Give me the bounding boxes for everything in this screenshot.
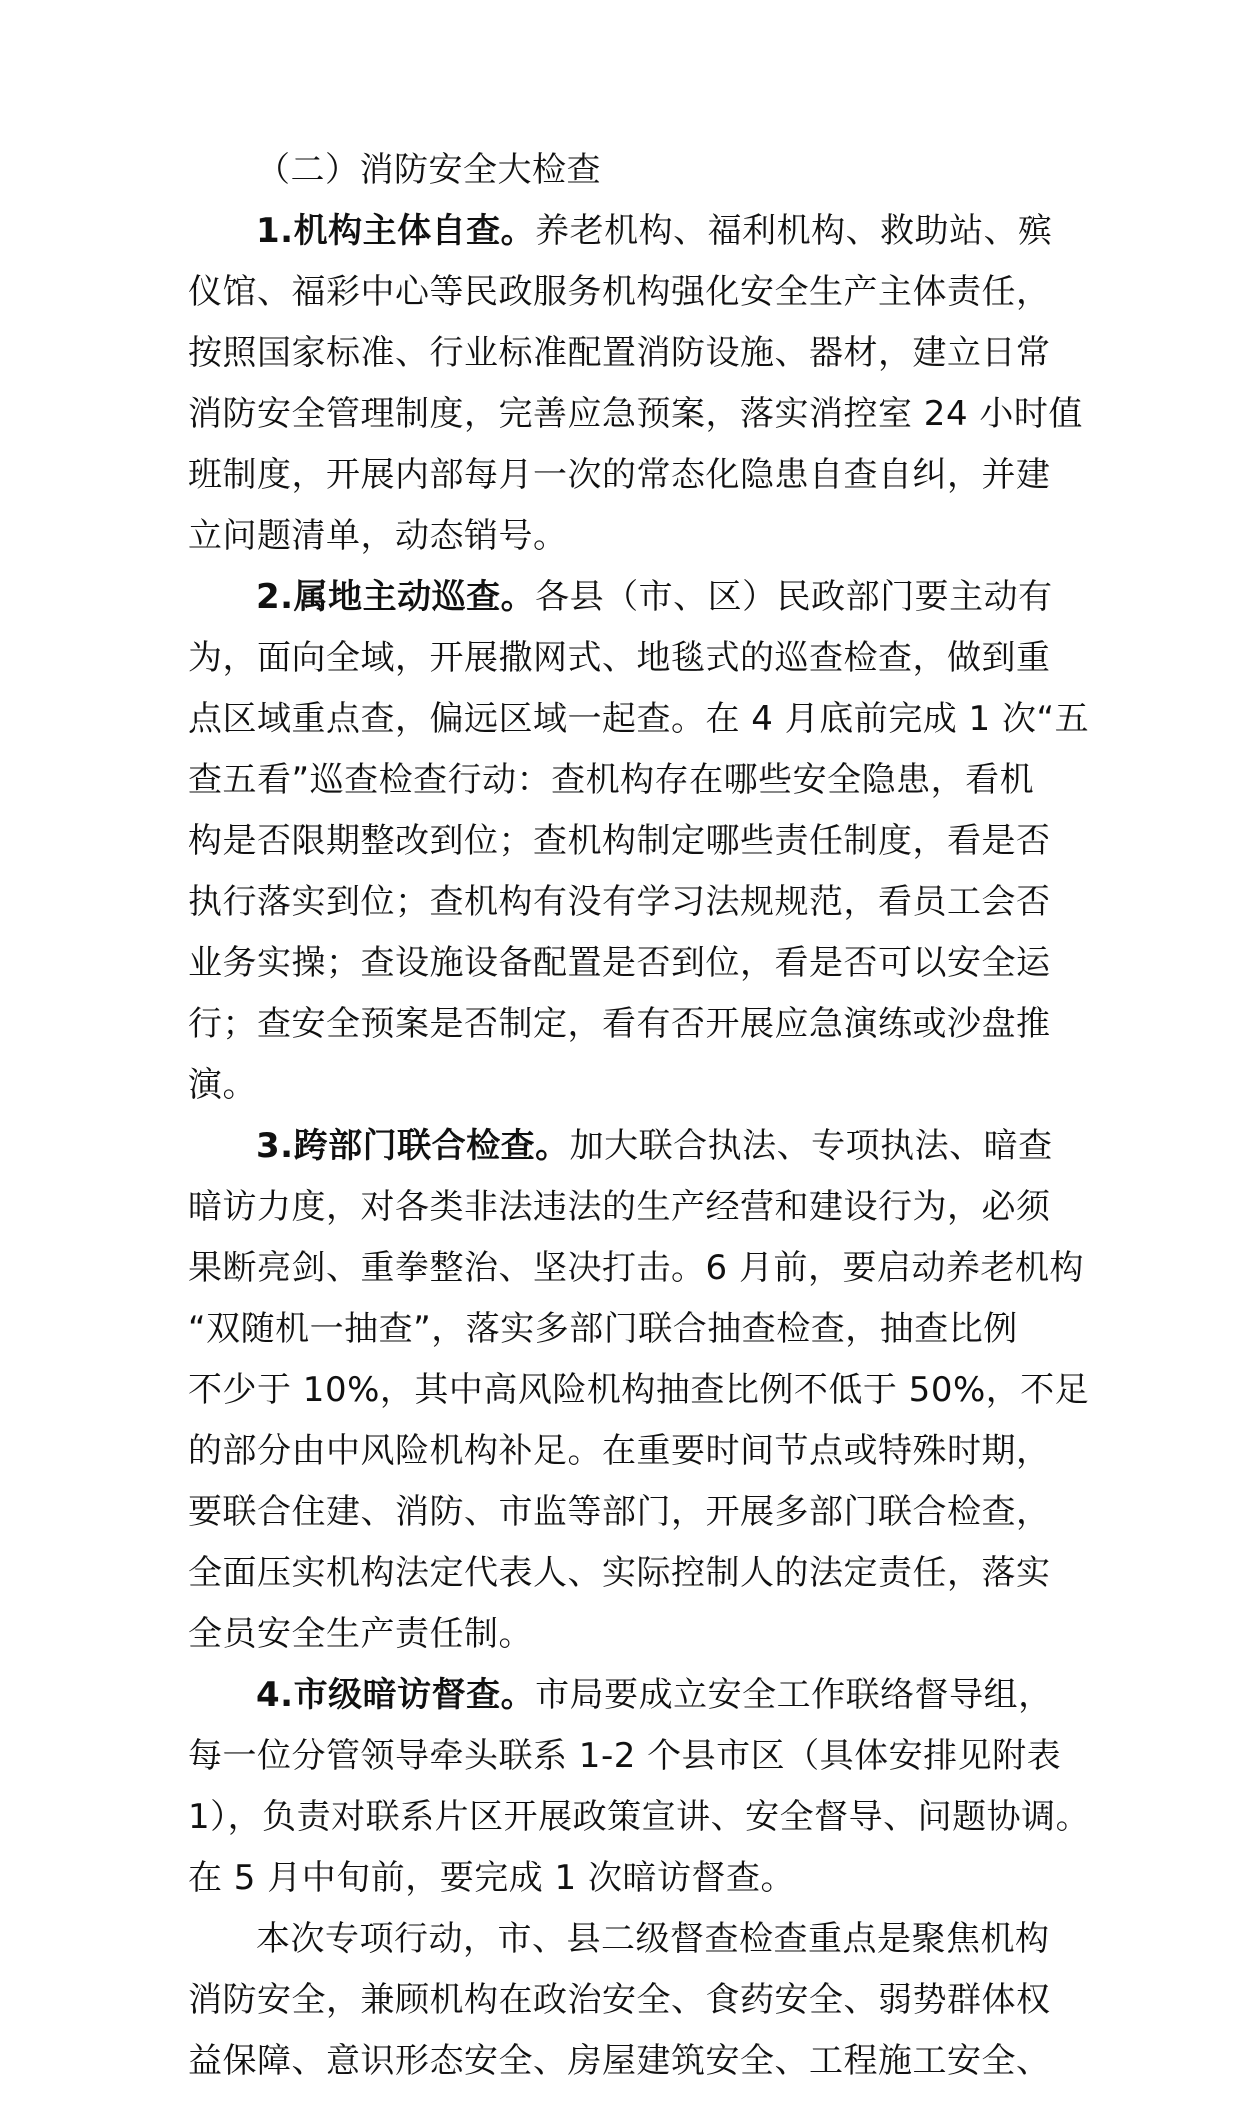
item-1-line: 消防安全管理制度，完善应急预案，落实消控室 24 小时值 bbox=[188, 394, 1083, 434]
item-4-line: 在 5 月中旬前，要完成 1 次暗访督查。 bbox=[188, 1858, 795, 1898]
item-3 bbox=[188, 1126, 1090, 1655]
item-3-line: 全员安全生产责任制。 bbox=[188, 1614, 533, 1654]
item-4-text: 市局要成立安全工作联络督导组， bbox=[535, 1675, 1053, 1715]
document-body bbox=[188, 150, 1091, 2102]
item-1-text: 养老机构、福利机构、救助站、殡 bbox=[535, 211, 1053, 251]
item-4-heading: 4.市级暗访督查。 bbox=[256, 1675, 536, 1715]
closing-paragraph bbox=[188, 1919, 1068, 2082]
item-3-line: 暗访力度，对各类非法违法的生产经营和建设行为，必须 bbox=[188, 1187, 1051, 1227]
item-3-heading: 3.跨部门联合检查。 bbox=[256, 1126, 570, 1166]
closing-line: 消防安全，兼顾机构在政治安全、食药安全、弱势群体权 bbox=[188, 1980, 1051, 2020]
item-2-line: 点区域重点查，偏远区域一起查。在 4 月底前完成 1 次“五 bbox=[188, 699, 1090, 739]
item-3-line: 要联合住建、消防、市监等部门，开展多部门联合检查， bbox=[188, 1492, 1051, 1532]
item-2-line: 查五看”巡查检查行动：查机构存在哪些安全隐患，看机 bbox=[188, 760, 1035, 800]
item-1-heading: 1.机构主体自查。 bbox=[256, 211, 536, 251]
item-2-line: 为，面向全域，开展撒网式、地毯式的巡查检查，做到重 bbox=[188, 638, 1051, 678]
item-3-first-line bbox=[188, 1126, 1068, 1167]
item-2-line: 演。 bbox=[188, 1065, 257, 1105]
item-2 bbox=[188, 577, 1090, 1106]
item-2-line: 构是否限期整改到位；查机构制定哪些责任制度，看是否 bbox=[188, 821, 1051, 861]
item-3-line: 的部分由中风险机构补足。在重要时间节点或特殊时期， bbox=[188, 1431, 1051, 1471]
item-4-line: 1），负责对联系片区开展政策宣讲、安全督导、问题协调。 bbox=[188, 1797, 1091, 1837]
item-2-line: 执行落实到位；查机构有没有学习法规规范，看员工会否 bbox=[188, 882, 1051, 922]
item-1-line: 仪馆、福彩中心等民政服务机构强化安全生产主体责任， bbox=[188, 272, 1051, 312]
closing-line: 益保障、意识形态安全、房屋建筑安全、工程施工安全、 bbox=[188, 2041, 1051, 2081]
item-3-text: 加大联合执法、专项执法、暗查 bbox=[569, 1126, 1053, 1166]
item-4 bbox=[188, 1675, 1091, 1899]
item-1-first-line bbox=[188, 211, 1068, 252]
item-1-line: 立问题清单，动态销号。 bbox=[188, 516, 568, 556]
item-3-line: 全面压实机构法定代表人、实际控制人的法定责任，落实 bbox=[188, 1553, 1051, 1593]
item-3-line: “双随机一抽查”，落实多部门联合抽查检查，抽查比例 bbox=[188, 1309, 1018, 1349]
item-2-first-line bbox=[188, 577, 1068, 618]
item-1-line: 按照国家标准、行业标准配置消防设施、器材，建立日常 bbox=[188, 333, 1051, 373]
item-2-text: 各县（市、区）民政部门要主动有 bbox=[535, 577, 1053, 617]
item-2-line: 业务实操；查设施设备配置是否到位，看是否可以安全运 bbox=[188, 943, 1051, 983]
item-1-line: 班制度，开展内部每月一次的常态化隐患自查自纠，并建 bbox=[188, 455, 1051, 495]
item-4-line: 每一位分管领导牵头联系 1-2 个县市区（具体安排见附表 bbox=[188, 1736, 1062, 1776]
item-1 bbox=[188, 211, 1083, 557]
item-4-first-line bbox=[188, 1675, 1068, 1716]
item-2-line: 行；查安全预案是否制定，看有否开展应急演练或沙盘推 bbox=[188, 1004, 1051, 1044]
section-title: （二）消防安全大检查 bbox=[256, 150, 601, 190]
closing-line: 本次专项行动，市、县二级督查检查重点是聚焦机构 bbox=[256, 1919, 1050, 1959]
item-2-heading: 2.属地主动巡查。 bbox=[256, 577, 536, 617]
item-3-line: 果断亮剑、重拳整治、坚决打击。6 月前，要启动养老机构 bbox=[188, 1248, 1084, 1288]
item-3-line: 不少于 10%，其中高风险机构抽查比例不低于 50%，不足 bbox=[188, 1370, 1090, 1410]
